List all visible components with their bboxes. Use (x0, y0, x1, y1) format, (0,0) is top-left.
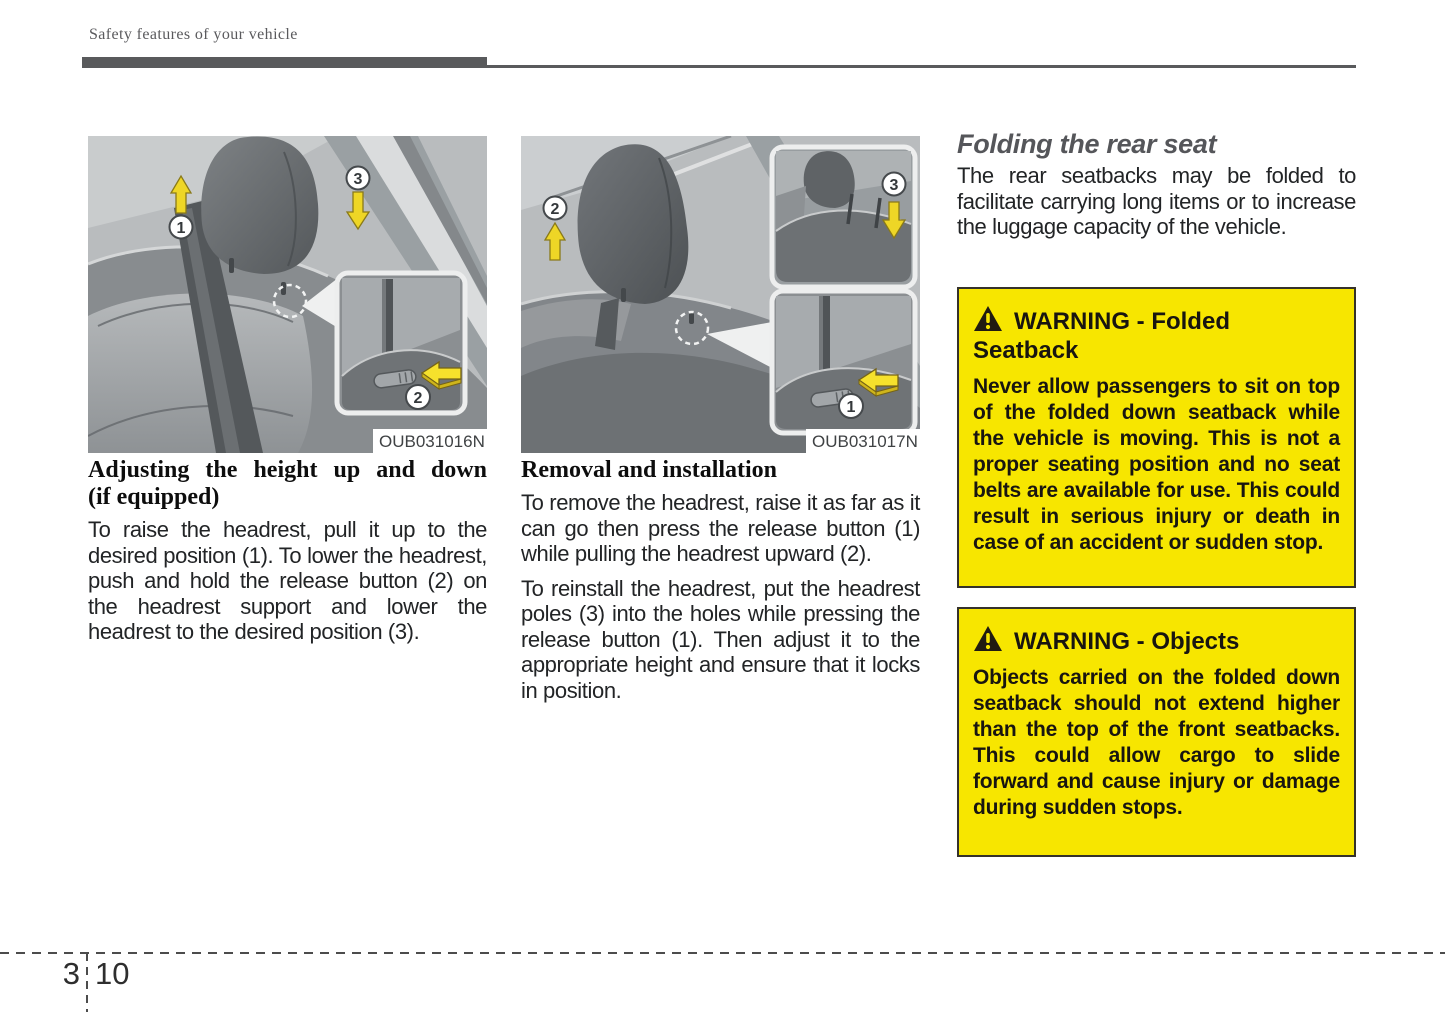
section-body: To raise the headrest, pull it up to the desired position (1). To lower the headrest, push and hold the release button (2) on the headrest support and lower the headrest to the desired position (3). (88, 517, 487, 644)
warning-box-folded-seatback (957, 287, 1356, 588)
svg-text:2: 2 (413, 390, 423, 407)
page-title: Safety features of your vehicle (89, 26, 298, 43)
section-adjusting-height (88, 457, 487, 645)
figure1-code: OUB031016N (379, 432, 485, 451)
headrest (201, 136, 318, 274)
page-number: 10 (95, 956, 130, 991)
figure2-code: OUB031017N (812, 432, 918, 451)
section-heading: Adjusting the height up and down (if equipped) (88, 457, 487, 510)
section-body: The rear seatbacks may be folded to facilitate carrying long items or to increase the luggage capacity of the vehicle. (957, 163, 1356, 239)
svg-text:1: 1 (176, 220, 186, 237)
svg-text:1: 1 (846, 399, 856, 416)
title-underline-bar (82, 57, 487, 68)
section-heading: Removal and installation (521, 457, 778, 483)
svg-text:3: 3 (889, 177, 899, 194)
svg-text:3: 3 (353, 171, 363, 188)
title-underline-rule (487, 65, 1356, 68)
section-paragraph: To remove the headrest, raise it as far as it can go then press the release button (1) while pulling the headrest upward (2). (521, 490, 920, 566)
warning-body: Never allow passengers to sit on top of the folded down seatback while the vehicle is moving. This is not a proper seating position and no seat belts are available for use. This could result in serious injury or death in case of an accident or sudden stop. (973, 375, 1340, 554)
figure-headrest-removal (521, 136, 920, 453)
warning-triangle-icon (973, 625, 1003, 652)
figure1-inset-release-button (337, 273, 465, 413)
footer-crop-dashed-line (0, 952, 1445, 954)
warning-title: WARNING - Folded Seatback (973, 305, 1340, 365)
figure2-inset-release-button (772, 291, 915, 433)
warning-box-objects (957, 607, 1356, 857)
section-heading-folding-rear-seat: Folding the rear seat (957, 129, 1217, 159)
svg-text:2: 2 (550, 201, 560, 218)
warning-triangle-icon (973, 305, 1003, 332)
footer-crop-vertical-dashed-line (86, 953, 88, 1012)
chapter-number: 3 (62, 956, 80, 991)
section-paragraph: To reinstall the headrest, put the headrest poles (3) into the holes while pressing the release button (1). Then adjust it to the appropriate height and ensure that it locks in position. (521, 575, 920, 703)
figure-headrest-height-adjust (88, 136, 487, 453)
warning-body: Objects carried on the folded down seatback should not extend higher than the top of the front seatbacks. This could allow cargo to slide forward and cause injury or damage during sudden stops. (973, 666, 1340, 819)
warning-title: WARNING - Objects (973, 625, 1340, 656)
section-removal-installation (521, 457, 920, 703)
figure2-inset-folded-seatback (772, 147, 915, 287)
